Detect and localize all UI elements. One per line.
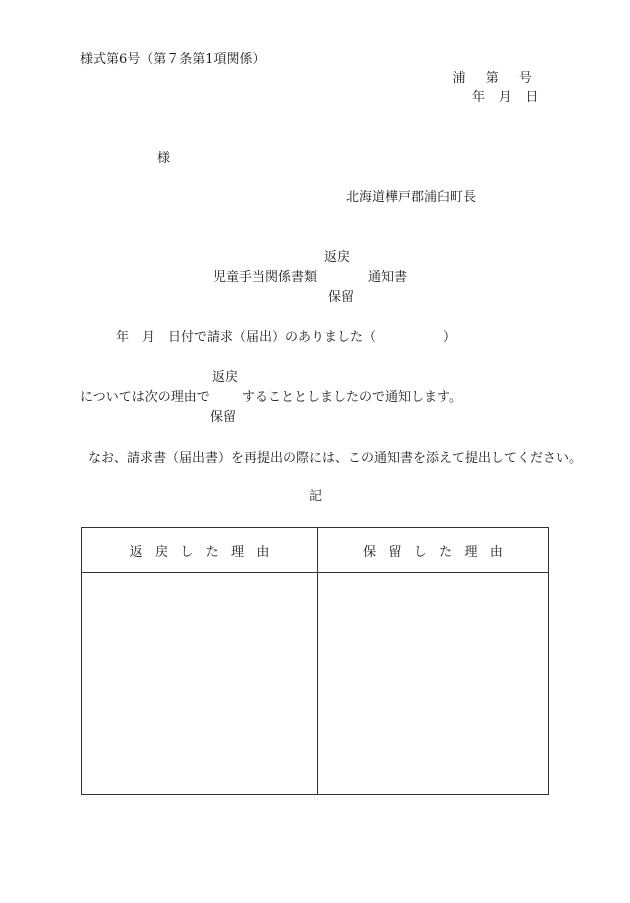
ki-label: 記 [309,489,323,504]
title-option-return: 返戻 [324,250,351,265]
issuer-name: 北海道樺戸郡浦臼町長 [346,190,477,205]
return-reason-header: 返戻した理由 [82,528,318,573]
request-item-close: ） [443,330,457,345]
reason-table [81,527,549,795]
document-number-label: 浦第号 [452,71,552,86]
addressee-suffix: 様 [157,151,171,166]
return-reason-cell [82,573,318,794]
document-date-label: 年月日 [472,90,552,105]
title-main-prefix: 児童手当関係書類 [213,270,318,285]
action-line-prefix: については次の理由で [80,390,210,405]
form-style-label: 様式第6号（第７条第1項関係） [80,52,266,67]
action-line-suffix: することとしましたので通知します。 [242,390,462,405]
action-option-return: 返戻 [212,370,239,385]
resubmission-note: なお、請求書（届出書）を再提出の際には、この通知書を添えて提出してください。 [88,451,583,466]
action-option-hold: 保留 [210,410,237,425]
title-main-suffix: 通知書 [368,270,408,285]
hold-reason-header: 保留した理由 [318,528,548,573]
hold-reason-cell [318,573,548,794]
title-option-hold: 保留 [328,290,355,305]
request-date-line: 年 月 日付で請求（届出）のありました（ [116,330,377,345]
